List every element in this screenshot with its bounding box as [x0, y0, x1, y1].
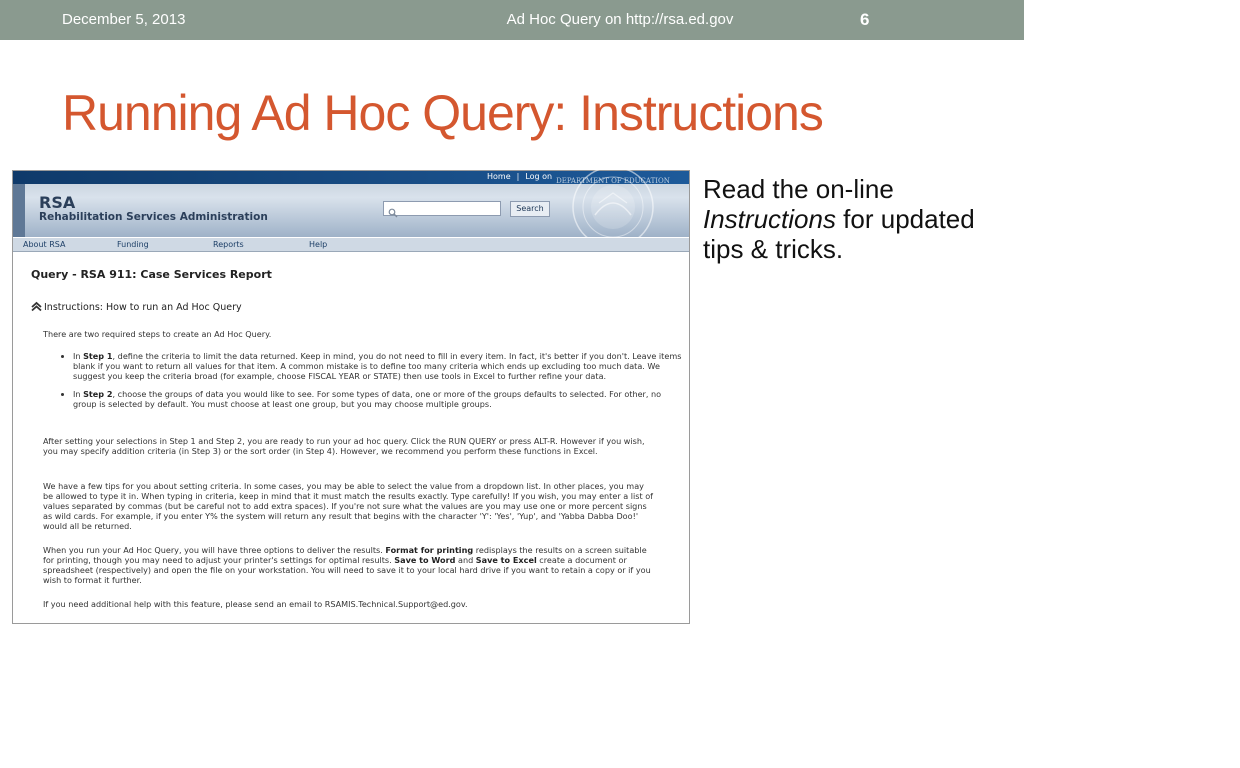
search-icon — [388, 203, 398, 213]
website-screenshot — [12, 170, 690, 624]
bullet-prefix: In — [73, 389, 84, 399]
instructions-toggle[interactable] — [31, 302, 242, 313]
site-search-input[interactable] — [383, 201, 501, 216]
home-link[interactable]: Home — [487, 172, 511, 181]
delivery-text: redisplays the results on a screen suitable for printing, though you may need to adjust your printer's settings for optimal results. — [43, 545, 647, 565]
list-item — [73, 351, 685, 381]
nav-item-help[interactable]: Help — [309, 240, 328, 249]
bullet-step-label: Step 1 — [83, 351, 113, 361]
slide-title: Running Ad Hoc Query: Instructions — [62, 85, 823, 141]
run-query-paragraph: After setting your selections in Step 1 and Step 2, you are ready to run your ad hoc query. Click the RUN QUERY or press ALT-R. However if you wish, you may specify addition criteria (in Step 3) or the sort order (in Step 4). However, we recommend you perform these functions in Excel. — [43, 436, 645, 456]
nav-item-funding[interactable]: Funding — [117, 240, 149, 249]
slide-footer-title: Ad Hoc Query on http://rsa.ed.gov — [506, 11, 734, 28]
side-note-text: for updated tips & tricks. — [703, 204, 975, 264]
bullet-text: , choose the groups of data you would like to see. For some types of data, one or more of the groups defaults to selected. For other, no group is selected by default. You must choose at least one group, but you may choose multiple groups. — [73, 389, 662, 409]
site-nav — [13, 237, 689, 252]
format-for-printing-label: Format for printing — [385, 545, 474, 555]
bullet-step-label: Step 2 — [83, 389, 113, 399]
steps-list — [43, 351, 685, 417]
site-brand[interactable]: RSA — [39, 193, 76, 212]
side-note-emphasis: Instructions — [703, 204, 836, 234]
page-title: Query - RSA 911: Case Services Report — [31, 268, 272, 281]
slide-header-bar — [0, 0, 1024, 40]
bullet-prefix: In — [73, 351, 84, 361]
save-to-word-label: Save to Word — [394, 555, 456, 565]
link-separator: | — [516, 172, 520, 181]
bullet-text: , define the criteria to limit the data returned. Keep in mind, you do not need to fill in every item. In fact, it's better if you don't. Leave items blank if you want to return all values for that item. A common mistake is to define too many criteria which ends up excluding too much data. We suggest you keep the criteria broad (for example, choose FISCAL YEAR or STATE) then use tools in Excel to further refine your data. — [73, 351, 682, 381]
log-on-link[interactable]: Log on — [525, 172, 553, 181]
save-to-excel-label: Save to Excel — [475, 555, 537, 565]
nav-item-about[interactable]: About RSA — [23, 240, 66, 249]
site-search-button[interactable]: Search — [510, 201, 550, 217]
site-agency-name: Rehabilitation Services Administration — [39, 211, 268, 223]
side-note — [703, 174, 1003, 264]
delivery-text: and — [455, 555, 476, 565]
list-item — [73, 389, 685, 409]
nav-item-reports[interactable]: Reports — [213, 240, 244, 249]
intro-paragraph: There are two required steps to create an Ad Hoc Query. — [43, 329, 272, 339]
delivery-options-paragraph — [43, 545, 655, 585]
slide-date: December 5, 2013 — [62, 11, 186, 28]
department-seal-icon — [556, 173, 670, 243]
chevron-up-icon — [31, 302, 42, 311]
delivery-text: create a document or spreadsheet (respectively) and open the file on your workstation. You will need to save it to your local hard drive if you want to retain a copy or if you wish to format it further. — [43, 555, 651, 585]
delivery-text: When you run your Ad Hoc Query, you will have three options to deliver the results. — [43, 545, 386, 555]
site-top-links — [487, 172, 552, 181]
slide-page-number: 6 — [860, 10, 870, 29]
tips-paragraph: We have a few tips for you about setting criteria. In some cases, you may be able to select the value from a dropdown list. In other places, you may be allowed to type it in. When typing in criteria, keep in mind that it must match the results exactly. Type carefully! If you wish, you may enter a list of values separated by commas (but be careful not to add extra spaces). If you're not sure what the values are you may use one or more percent signs as wild cards. For example, if you enter Y% the system will return any result that begins with the character 'Y': 'Yes', 'Yup', and 'Yabba Dabba Doo!' would all be returned. — [43, 481, 654, 531]
svg-text:DEPARTMENT OF EDUCATION: DEPARTMENT OF EDUCATION — [556, 177, 670, 185]
site-header — [13, 171, 689, 237]
instructions-heading: Instructions: How to run an Ad Hoc Query — [44, 302, 242, 313]
header-left-rail — [13, 184, 25, 237]
help-paragraph: If you need additional help with this feature, please send an email to RSAMIS.Technical.Support@ed.gov. — [43, 599, 468, 609]
side-note-text: Read the on-line — [703, 174, 894, 204]
